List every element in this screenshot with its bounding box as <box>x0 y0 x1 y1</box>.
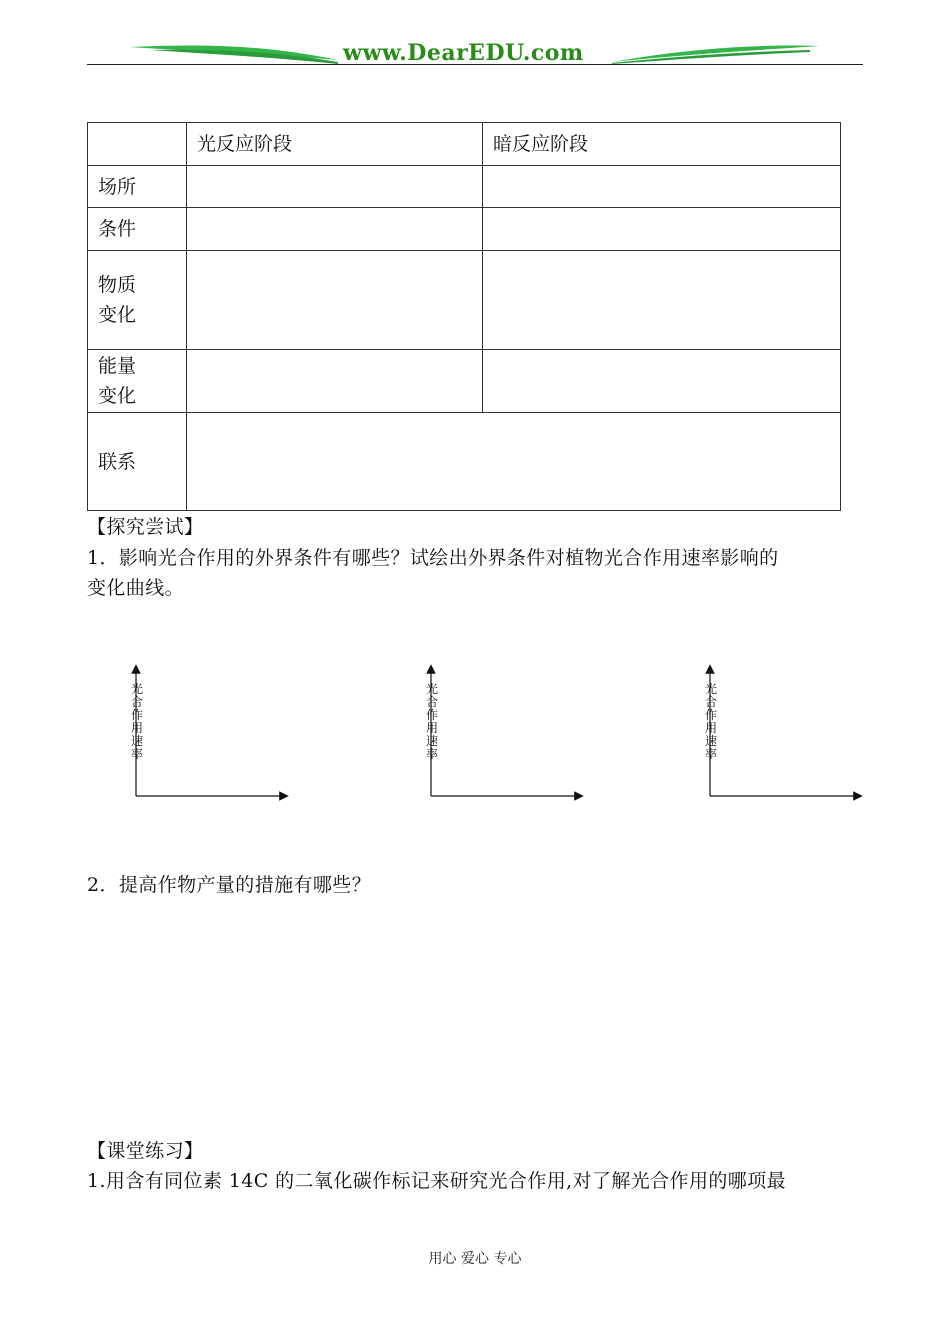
table-cell <box>483 166 841 208</box>
table-row <box>88 413 841 511</box>
right-swoosh <box>612 46 820 62</box>
table-row <box>88 208 841 251</box>
axis-char: 作 <box>425 708 438 722</box>
axis-char: 速 <box>425 734 438 748</box>
table-header-row <box>88 123 841 166</box>
explore-heading: 【探究尝试】 <box>87 516 204 538</box>
header-light-reaction: 光反应阶段 <box>187 123 483 166</box>
question-2: 2．提高作物产量的措施有哪些？ <box>87 874 372 896</box>
axes-1 <box>136 669 284 796</box>
page-header <box>0 0 950 80</box>
site-logo-text: www.DearEDU.com <box>343 40 584 66</box>
row-label-line: 物质 <box>98 274 137 296</box>
table-cell <box>483 251 841 350</box>
table-cell <box>187 208 483 251</box>
axis-char: 用 <box>130 721 143 735</box>
table-cell <box>483 208 841 251</box>
y-axis-label-1 <box>130 683 144 761</box>
header-divider <box>87 64 863 65</box>
table-cell <box>187 166 483 208</box>
axis-char: 合 <box>425 695 438 709</box>
axes-2 <box>431 669 579 796</box>
axis-char: 作 <box>704 708 717 722</box>
axis-char: 光 <box>704 682 717 696</box>
table-row <box>88 350 841 413</box>
y-axis-label-2 <box>425 683 439 761</box>
axis-char: 率 <box>425 747 438 761</box>
table-cell <box>187 251 483 350</box>
row-label-line: 变化 <box>98 385 137 407</box>
table-cell-merged <box>187 413 841 511</box>
question-1-line-2: 变化曲线。 <box>87 577 185 599</box>
axis-char: 速 <box>130 734 143 748</box>
axis-char: 合 <box>130 695 143 709</box>
axis-char: 光 <box>425 682 438 696</box>
table-cell <box>483 350 841 413</box>
table-row <box>88 251 841 350</box>
axis-char: 率 <box>130 747 143 761</box>
row-label-matter-change <box>88 251 187 350</box>
axis-char: 用 <box>704 721 717 735</box>
header-dark-reaction: 暗反应阶段 <box>483 123 841 166</box>
row-label-relation: 联系 <box>88 413 187 511</box>
row-label-line: 变化 <box>98 304 137 326</box>
table-corner-cell <box>88 123 187 166</box>
axis-char: 速 <box>704 734 717 748</box>
row-label-energy-change <box>88 350 187 413</box>
axis-char: 合 <box>704 695 717 709</box>
row-label-conditions: 条件 <box>88 208 187 251</box>
row-label-line: 能量 <box>98 355 137 377</box>
practice-heading: 【课堂练习】 <box>87 1140 204 1162</box>
practice-question-1-line-1: 1.用含有同位素 14C 的二氧化碳作标记来研究光合作用,对了解光合作用的哪项最 <box>87 1170 786 1192</box>
table-row <box>88 166 841 208</box>
axis-char: 率 <box>704 747 717 761</box>
page-footer: 用心 爱心 专心 <box>428 1251 522 1267</box>
axis-char: 作 <box>130 708 143 722</box>
y-axis-label-3 <box>704 683 718 761</box>
axis-char: 用 <box>425 721 438 735</box>
table-cell <box>187 350 483 413</box>
photosynthesis-comparison-table <box>87 122 841 511</box>
axes-3 <box>710 669 858 796</box>
row-label-location: 场所 <box>88 166 187 208</box>
question-1-line-1: 1．影响光合作用的外界条件有哪些？试绘出外界条件对植物光合作用速率影响的 <box>87 547 779 569</box>
axis-char: 光 <box>130 682 143 696</box>
